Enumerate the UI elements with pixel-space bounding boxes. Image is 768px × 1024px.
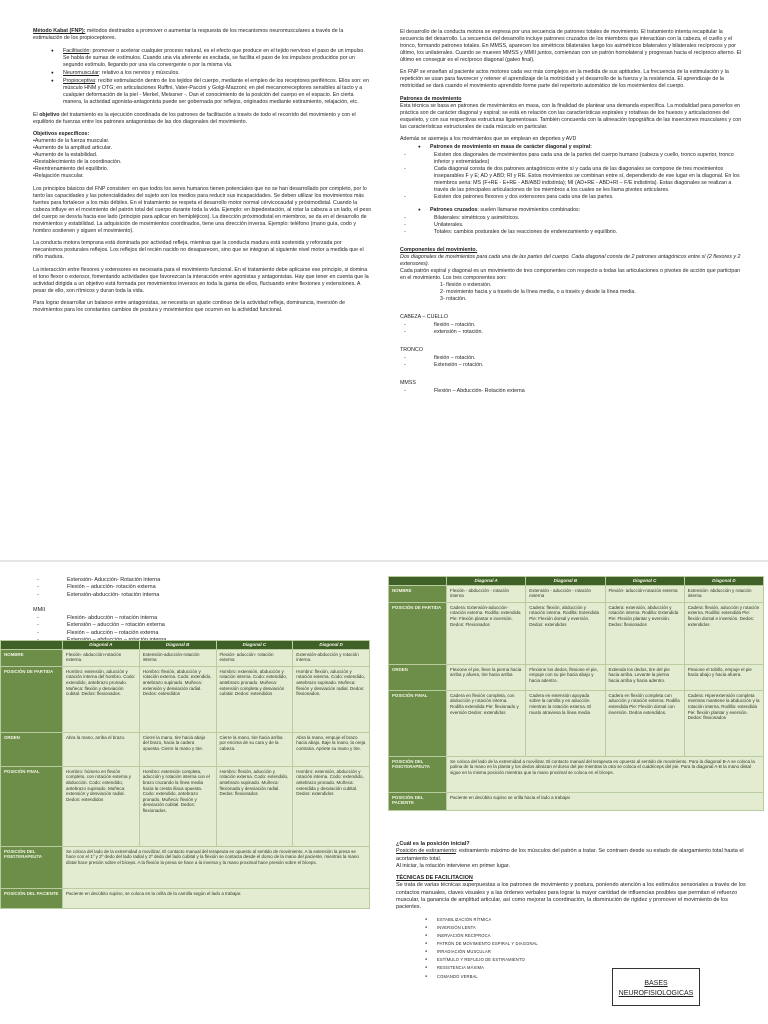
componentes-text: Cada patrón espiral y diagonal es un movimiento de tres componentes con respecto a todas las articulaciones o pivotes de acción que participan en el movimiento. Los tres componentes son: xyxy=(400,268,741,282)
table-cell: Cadera: Hiperextensión completa mientras mantiene la abducción y la rotación interna. Rodilla: extendida Pie: flexión plantar y eversión. Dedos: flexionados xyxy=(684,690,763,756)
table-cell: Hombro: extensión, abducción y rotación interna. Codo: extendido, antebrazo pronado. Muñeca: extendida y desviación cubital. Dedos: extendidos xyxy=(293,766,370,846)
specific-objectives-title: Objetivos específicos: xyxy=(33,131,90,138)
diagonal-item: - Cada diagonal consta de dos patrones antagónicos entre sí y cada una de las diagonales se compone de tres movimientos inseparables F y E; AD y ABD; RI y RE. Estos movimientos se combinan entre sí, dependiendo de ese lugar en la diagonal. En los miembros seria: MS (F+RE - E+RE - AB/ABD indistinta); MI (AD+RE - ABD+RI – F/E indistinta). Estas diagonales se realizan a través de las principales articulaciones de los miembros a los cuales se les llama pivotes articulares. xyxy=(400,166,744,194)
group-tronco-items xyxy=(400,355,744,369)
mmss-diagonal-table xyxy=(0,640,370,909)
mmss-continued xyxy=(33,576,363,649)
table-cell: Flexión- abducción-rotación externa. xyxy=(63,649,140,666)
table-cell: Paciente en decúbito supino se orilla hacia el lado a trabajar xyxy=(447,792,764,810)
mmii-title: MMII xyxy=(33,606,46,613)
bases-neurofisiologicas-box xyxy=(612,968,700,1006)
objective-item: •Aumento de la amplitud articular. xyxy=(33,145,112,152)
mmss-item: - Extensión- Aducción- Rotación interna xyxy=(33,577,363,584)
definition-item xyxy=(51,70,372,77)
motor-conduct-paragraph: La conducta motora temprana está dominada por actividad refleja, mientras que la conducta madura está sostenida y reforzada por mecanismos posturales reflejos. Los reflejos del recién nacido no desaparecen, sino que se integran al siguiente nivel motor a medida que el niño madura. xyxy=(33,240,364,261)
technique-item: ● COMANDO VERBAL xyxy=(425,974,615,979)
table-cell: Se coloca del lado de la extremidad a movilizar. El contacto manual del terapeuta es opuesto al sentido de movimiento. Para la diagonal B-A se coloca la palma de la mano en la planta y los dedos abrazan el dorso del pie mientras la otra se coloca el cuádriceps del pie. Para la diagonal A-B la mano distal sigue en la misma posición mientras que la mano proximal se coloca en el bíceps. xyxy=(447,756,764,792)
table-cell: Cadera: flexión, abducción y rotación interna. Rodilla: Extendida Pie: Flexión dorsal y eversión. Dedos: extendidos xyxy=(526,602,605,664)
group-item: - extensión – rotación. xyxy=(400,329,744,336)
group-item: - flexión – rotación. xyxy=(400,322,744,329)
row-header: POSICIÓN DEL PACIENTE xyxy=(1,888,63,908)
mmss-item: - Extensión-abducción- rotación interna xyxy=(33,592,363,599)
column-header xyxy=(389,577,447,586)
table-row xyxy=(389,792,764,810)
mmss-items xyxy=(33,577,363,599)
table-cell: Hombro: extensión, aducción y rotación interna del hombro. Codo: extendido, antebrazo pronado. Muñeca: flexión y desviación cubital. Dedos: flexionados. xyxy=(63,666,140,732)
diagonal-item: - Existen dos patrones flexores y dos extensores para cada una de las partes. xyxy=(400,194,744,201)
objective-item: •Aumento de la fuerza muscular. xyxy=(33,138,110,145)
table-cell: Flexión- aducción- rotación externa xyxy=(216,649,293,666)
cruzados-text: : suelen llamarse movimientos combinados: xyxy=(477,207,581,214)
table-cell: Cadera en extensión apoyada sobre la camilla y en aducción mientras la rotación externa. El muslo atraviesa la línea media xyxy=(526,690,605,756)
technique-item: ● INVERSIÓN LENTA xyxy=(425,925,615,930)
table-cell: Cadera: extensión, abducción y rotación interna. Rodilla: Extendida Pie: Flexión plantar y eversión. Dedos: flexionados xyxy=(605,602,684,664)
techniques-text: Se trata de varias técnicas superpuestas a los patrones de movimiento y postura, poniendo atención a los estímulos sensoriales a través de los contactos manuales, claves visuales y a las órdenes verbales para lograr la mayor cantidad de influencias posibles que permitan el refuerzo muscular, la ganancia de amplitud articular, así como mejorar la coordinación, la disminución de rigidez y promover el movimiento de los pacientes. xyxy=(396,882,746,910)
group-cabeza-items xyxy=(400,322,744,336)
table-row xyxy=(1,666,370,732)
position-text-2: Al iniciar, la rotación interviene en primer lugar. xyxy=(396,862,511,869)
definition-term: Propioceptiva xyxy=(63,77,96,84)
table-cell: Flexione el tobillo, empuje el pie hacia abajo y hacia afuera. xyxy=(684,664,763,690)
techniques-heading: TÉCNICAS DE FACILITACION xyxy=(396,875,473,881)
bases-label: BASES xyxy=(644,980,668,987)
technique-item: ● PATRÓN DE MOVIMIENTO ESPIRAL Y DIAGONAL xyxy=(425,941,615,946)
diagonal-heading: ● Patrones de movimiento en masa de carácter diagonal y espiral: xyxy=(418,144,744,151)
objective-item: •Aumento de la estabilidad. xyxy=(33,152,98,159)
diagonal-items xyxy=(400,152,744,201)
group-tronco-title: TRONCO xyxy=(400,346,423,353)
position-definition xyxy=(396,848,752,863)
table-row xyxy=(389,585,764,602)
table-row xyxy=(389,602,764,664)
column-header xyxy=(1,641,63,650)
group-mmss-title: MMSS xyxy=(400,379,416,386)
row-header: POSICIÓN DEL FISIOTERAPEUTA xyxy=(389,756,447,792)
diagonal-heading-list xyxy=(418,144,744,151)
objetivo-word: objetivo xyxy=(39,111,60,118)
diagonal-item: - Existen dos diagonales de movimientos para cada una de la partes del cuerpo humano (cabeza y cuello, tronco superior, tronco inferior y extremidades) xyxy=(400,152,744,166)
table-cell: Cadera en flexión completa con aducción y rotación externa. Rodilla extendida Pie: Flexión dorsal con inversión. Dedos extendidos. xyxy=(605,690,684,756)
technique-item: ● INERVACIÓN RECÍPROCA xyxy=(425,933,615,938)
row-header: ORDEN xyxy=(389,664,447,690)
definition-text: : promover o acelerar cualquier proceso natural, es el efecto que produce en el tejido nervioso el paso de un impulso. Se habla de sumas de estímulos. Cuando una vía aferente es excitada, se facilita el paso de los impulsos producidos por un segundo estímulo, llegando por una vía convergente o por la misma vía. xyxy=(63,47,365,68)
techniques-list xyxy=(425,917,615,982)
table-cell: Extensión-aducción-rotación interna xyxy=(139,649,216,666)
specific-objectives xyxy=(33,131,372,180)
patrones-paragraph: Esta técnica se basa en patrones de movimientos en masa, con la finalidad de plantear una demanda específica. La modalidad para ponerlos en práctica son de carácter diagonal y espiral; se está en relación con las características espirales y rotativas de los huesos y articulaciones del esqueleto, y con sus respectivas estructuras ligamentosas. También concuerda con la alineación topográfica de las inserciones musculares y con las características estructurales de cada músculo en particular. xyxy=(400,102,742,130)
definition-term: Neuromuscular xyxy=(63,69,99,76)
column-header: Diagonal B xyxy=(526,577,605,586)
column-header: Diagonal C xyxy=(605,577,684,586)
row-header: POSICIÓN DEL FISIOTERAPEUTA xyxy=(1,846,63,888)
objective-item: •Restablecimiento de la coordinación. xyxy=(33,159,122,166)
table-cell: Hombro: extensión completa, aducción y rotación interna con el brazo cruzando la línea media hacia la cresta ilíaca opuesta. Codo: extendido, antebrazo pronado. Muñeca: flexión y desviación cubital. Dedos: flexionados. xyxy=(139,766,216,846)
technique-item: ● IRRADIACIÓN MUSCULAR xyxy=(425,949,615,954)
table-cell: Abra la mano, arriba el brazo. xyxy=(63,732,140,766)
definition-item xyxy=(51,78,372,106)
cruzados-item: - Bilaterales: simétricos y asimétricos. xyxy=(400,215,744,222)
document-page-bottom-right xyxy=(384,562,768,1024)
row-header: POSICIÓN DE PARTIDA xyxy=(389,602,447,664)
table-cell: Abra la mano, empuje el brazo hacia abajo. Baje la mano, la oreja contraria. Apriete su mano y tire. xyxy=(293,732,370,766)
cruzados-item: - Totales: cambios posturales de las reacciones de enderezamiento y equilibrio. xyxy=(400,229,744,236)
technique-item: ● RESISTENCIA MÁXIMA xyxy=(425,965,615,970)
group-item: - Flexión – Abducción- Rotación externa xyxy=(400,388,744,395)
table-cell: Flexione el pie, lleve la pierna hacia arriba y afuera, tire hacia arriba xyxy=(447,664,526,690)
position-term: Posición de estiramiento xyxy=(396,848,456,855)
column-header: Diagonal A xyxy=(447,577,526,586)
intro-paragraph xyxy=(33,28,372,42)
table-row xyxy=(389,690,764,756)
table-row xyxy=(1,888,370,908)
componente-item: 3- rotación. xyxy=(440,295,467,302)
development-paragraph: El desarrollo de la conducta motora se expresa por una secuencia de patrones totales de movimiento. El tratamiento intenta recapitular la secuencia del desarrollo. La secuencia del desarrollo incluye patrones cruzados de los miembros que interactúan con la cabeza, el cuello y el tronco, formando patrones totales. En MMSS, aparecen los simétricos bilaterales luego los asimétricos bilaterales y bilaterales recíprocos y por último, los unilaterales. Cuando se mueven MMSS y MMII juntos, comienzan con un patrón homolateral y progresan hacia el recíproco alterno. El último en conseguir es el recíproco diagonal (gateo final). xyxy=(400,29,742,63)
table-cell: Se coloca del lado de la extremidad a movilizar. El contacto manual del terapeuta es opuesto al sentido de movimiento. A la extensión la presa se hace con el 1º y 2º dedo del lado radial y 2º dedo del lado cubital y la flexión se contacta desde el dorso de la mano del paciente, mientras la mano distal hace presión sobre el bíceps. A la flexión la presa se hace a la inversa y la mano proximal hace presión sobre el bíceps. xyxy=(63,846,370,888)
table-cell: Hombro: húmero en flexión completo, con rotación externa y abducción. Codo: extendido, antebrazo supinado. Muñeca: extensión y desviación radial. Dedos: extendidos xyxy=(63,766,140,846)
cruzados-item: - Unilaterales. xyxy=(400,222,744,229)
table-row xyxy=(389,664,764,690)
table-cell: Flexione los dedos, flexione el pie, empuje con su pie hacia abajo y hacia adentro. xyxy=(526,664,605,690)
column-header: Diagonal B xyxy=(139,641,216,650)
definitions-list xyxy=(51,48,372,106)
table-cell: Extienda los dedos, tire del pie hacia arriba. Levante la pierna hacia arriba y hacia adentro. xyxy=(605,664,684,690)
table-cell: Cadera: Extensión-aducción-rotación externa. Rodilla: extendida Pie: Flexión plantar e inversión. Dedos: Flexionados xyxy=(447,602,526,664)
row-header: POSICIÓN DE PARTIDA xyxy=(1,666,63,732)
table-cell: Cierre la mano, tire hacia abajo del brazo, hacia la cadera opuesta. Cierre la mano y tire. xyxy=(139,732,216,766)
table-row xyxy=(1,732,370,766)
definition-text: : recibir estimulación dentro de los tejidos del cuerpo, mediante el empleo de los receptores periféricos. Ellos son: en músculo HNM y OTG; en articulaciones Ruffini, Vater-Paccini y Golgi-Mazzoni; en piel mecanorreceptores sensibles al tacto y a cualquier deformación de la piel - Merkel, Meissner -. Dan el conocimiento de la posición del cuerpo en el espacio. En cierta manera, la actividad agonista-antagonista puede ser gobernada por reflejos, originados mediante estiramiento, relajación, etc. xyxy=(63,77,369,105)
table-cell: Hombro: extensión, abducción y rotación interna. Codo: extendido, antebrazo pronado. Muñeca: extensión completa y desviación cubital. Dedos: extendidos xyxy=(216,666,293,732)
componentes-list xyxy=(428,282,744,303)
column-header: Diagonal D xyxy=(293,641,370,650)
table-cell: Hombro: flexión, aducción y rotación externa. Codo: extendido, antebrazo supinado. Muñeca: flexión y desviación radial. Dedos: flexionados. xyxy=(293,666,370,732)
table-row xyxy=(389,756,764,792)
componentes-italic: Dos diagonales de movimientos para cada una de las partes del cuerpo. Cada diagonal consta de 2 patrones antagónicos entre sí (2 flexores y 2 extensores). xyxy=(400,254,741,268)
position-text: : estiramiento máximo de los músculos del patrón a tratar. Se contraen desde su estado de alargamiento total hasta el acortamiento total. xyxy=(396,848,744,862)
facilitation-section xyxy=(396,841,752,911)
table-cell: Flexión- aducción-rotación externa xyxy=(605,585,684,602)
position-question: ¿Cuál es la posición inicial? xyxy=(396,841,470,847)
mmii-item: - Flexión – aducción – rotación externa xyxy=(33,630,363,637)
table-cell: Extensión - aducción - rotación externa xyxy=(526,585,605,602)
intro-text: métodos destinados a promover o aumentar la respuesta de los mecanismos neuromusculares a través de la estimulación de los propioceptores. xyxy=(33,28,344,41)
group-item: - flexión – rotación. xyxy=(400,355,744,362)
balance-paragraph: Para lograr desarrollar un balance entre antagonistas, se necesita un ajuste continuo de la actividad refleja, dominancia, inversión de movimientos para los constantes cambios de postura y movimientos que ocurren en la actividad funcional. xyxy=(33,299,346,313)
technique-item: ● ESTABILIZACIÓN RÍTMICA xyxy=(425,917,615,922)
column-header: Diagonal C xyxy=(216,641,293,650)
table-row xyxy=(1,649,370,666)
fnp-teaching-paragraph: En FNP se enseñan al paciente actos motores cada vez más complejos en la medida de sus aptitudes. La frecuencia de la estimulación y la repetición se usan para favorecer y retener el aprendizaje de la motricidad y el desarrollo de la fuerza y la resistencia. El aprendizaje de la motricidad se dará cuando el movimiento aprendido forme parte del repertorio automático de los movimientos del cuerpo. xyxy=(400,69,729,90)
document-page-bottom-left xyxy=(0,562,384,1024)
principles-paragraph: Los principios básicos del FNP consisten: en que todos los seres humanos tienen potenciales que no se han desarrollado por completo, por lo tanto las capacidades y las potencialidades del sujeto son los medios para reducir sus incapacidades. Se deben utilizar los movimientos más fuertes para fortalecer a los más débiles. En el tratamiento se respeta el desarrollo motor normal cérvicocaudal y próximodistal. Cuando la cabeza influye en el movimiento del patrón total del cuerpo durante toda la vida. Ejemplo: en bipedestación, al rotar la cabeza a un lado, el peso del cuerpo se desvía hacia ese lado (principio para aplicar en hemipléjicos). La dirección próximodistal en miembros, se da en el desarrollo de movimientos y estabilidad. La adquisición de movimientos coordinados, tiene una dirección inversa. Ejemplo: teléfono (mano guía, codo y hombro sostienen y siguen el movimiento). xyxy=(33,185,372,234)
flexor-extensor-paragraph: La interacción entre flexores y extensores es necesaria para el movimiento funcional. En el tratamiento debe aplicarse ese principio, si domina el tono flexor o extensor, fomentando actividades que favorezcan la interacción entre agonistas y antagonistas. Hay que tener en cuenta que la actividad dirigida a un objetivo está formada por movimientos inversos en toda la gama de ellos, fluctuando entre flexiones y extensiones. A pesar de ello, son rítmicos y duran toda la vida. xyxy=(33,266,369,294)
asemeja-line: Además se asemeja a los movimientos que se emplean en deportes y AVD xyxy=(400,136,577,143)
table-cell: Hombro: flexión, aducción y rotación externa. Codo: extendido, antebrazo supinado. Muñeca: flexionada y desviación radial. Dedos: flexionados xyxy=(216,766,293,846)
mmii-item: - Flexión- abducción – rotación interna xyxy=(33,615,363,622)
table-cell: Extensión- abducción y rotación interna xyxy=(684,585,763,602)
column-header: Diagonal A xyxy=(63,641,140,650)
objetivo-text: del tratamiento es la ejecución coordinada de los patrones de facilitación a través de todo el recorrido del movimiento y con el equilibrio de fuerzas entre los patrones antagonistas de las dos diagonales del movimiento. xyxy=(33,111,356,125)
row-header: POSICIÓN DEL PACIENTE xyxy=(389,792,447,810)
table-cell: Cadera: flexión, aducción y rotación externa. Rodilla: extendida Pie: flexión dorsal e inversión. Dedos: extendidos xyxy=(684,602,763,664)
document-page-top-left xyxy=(0,0,384,560)
mmss-item: - Flexión – aducción- rotación externa xyxy=(33,584,363,591)
row-header: POSICIÓN FINAL xyxy=(1,766,63,846)
objetivo-paragraph xyxy=(33,112,372,126)
patrones-heading: Patrones de movimiento xyxy=(400,95,462,102)
document-page-top-right xyxy=(384,0,768,560)
table-cell: Cadera en flexión completa, con abducción y rotación interna. Rodilla extendida Pie: flexionado y eversión Dedos: extendidos xyxy=(447,690,526,756)
table-cell: Extensión-abducción y rotación interna. xyxy=(293,649,370,666)
technique-item: ● ESTÍMULO Y REFLEJO DE ESTIRAMIENTO xyxy=(425,957,615,962)
table-row xyxy=(1,766,370,846)
row-header: NOMBRE xyxy=(1,649,63,666)
cruzados-heading xyxy=(418,207,744,214)
table-cell: Cierre la mano, tire hacia arriba por encima de su cara y de la cabeza. xyxy=(216,732,293,766)
table-cell: Flexión - abducción - rotación interna xyxy=(447,585,526,602)
objetivo-lead: El xyxy=(33,111,40,118)
objective-item: •Relajación muscular. xyxy=(33,173,84,180)
table-cell: Hombro: flexión, abducción y rotación externa. Codo: extendido, antebrazo supinado. Muñeca: extensión y desviación radial. Dedos: extendidos xyxy=(139,666,216,732)
group-cabeza-title: CABEZA – CUELLO xyxy=(400,313,448,320)
row-header: POSICIÓN FINAL xyxy=(389,690,447,756)
cruzados-heading-list xyxy=(418,207,744,214)
neurofisiologicas-label: NEUROFISIOLOGICAS xyxy=(618,990,694,998)
row-header: NOMBRE xyxy=(389,585,447,602)
row-header: ORDEN xyxy=(1,732,63,766)
componentes-heading: Componentes del movimiento. xyxy=(400,247,478,254)
group-mmss-items xyxy=(400,388,744,395)
intro-title: Método Kabat (FNP): xyxy=(33,28,86,34)
componente-item: 1- flexión o extensión. xyxy=(440,282,492,289)
definition-item xyxy=(51,48,372,69)
group-item: - Extensión – rotación. xyxy=(400,362,744,369)
mmii-diagonal-table xyxy=(388,576,764,811)
table-header-row xyxy=(389,577,764,586)
definition-term: Facilitación xyxy=(63,47,90,54)
column-header: Diagonal D xyxy=(684,577,763,586)
cruzados-items xyxy=(400,215,744,236)
table-header-row xyxy=(1,641,370,650)
objective-item: •Reentrenamiento del equilibrio. xyxy=(33,166,109,173)
cruzados-title: Patrones cruzados xyxy=(430,207,478,214)
definition-text: : relativo a los nervios y músculos. xyxy=(98,69,180,76)
table-row xyxy=(1,846,370,888)
table-cell: Paciente en decúbito supino, se coloca en la orilla de la camilla según el lado a trabajar. xyxy=(63,888,370,908)
mmii-item: - Extensión – aducción – rotación externa xyxy=(33,622,363,629)
componente-item: 2- movimiento hacia y a través de la línea media, o a través y desde la línea media. xyxy=(440,289,636,295)
